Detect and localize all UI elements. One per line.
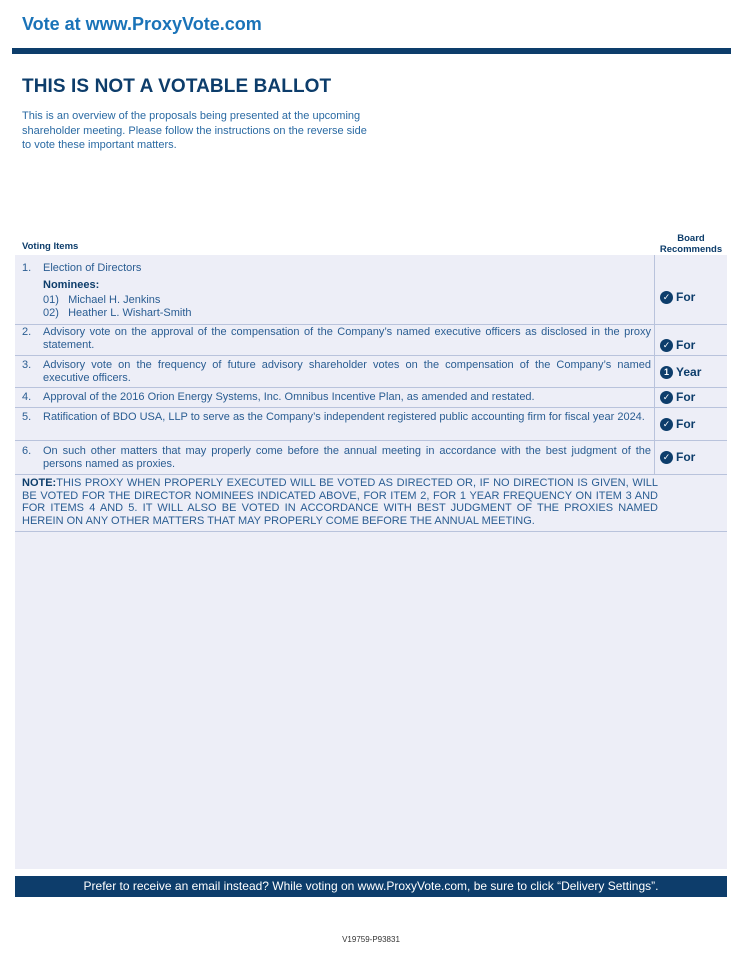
voting-item-row <box>15 441 727 475</box>
item-number: 5. <box>22 411 32 423</box>
note-label: NOTE: <box>22 477 57 489</box>
check-icon: ✓ <box>660 291 673 304</box>
document-code: V19759-P93831 <box>342 935 400 944</box>
recommendation-cell <box>654 441 727 474</box>
board-header-line1: Board <box>677 233 705 244</box>
voting-item-row <box>15 356 727 388</box>
proxy-note <box>15 475 727 532</box>
nominees-label: Nominees: <box>43 278 100 291</box>
proxyvote-link[interactable]: Vote at www.ProxyVote.com <box>22 14 262 34</box>
board-recommends-header <box>653 233 729 255</box>
item-text: Advisory vote on the frequency of future advisory shareholder votes on the compensation of the Company’s named executive officers. <box>43 359 651 384</box>
board-header-line2: Recommends <box>659 244 723 255</box>
check-icon: ✓ <box>660 451 673 464</box>
check-icon: ✓ <box>660 339 673 352</box>
voting-item-row <box>15 325 727 356</box>
recommendation-cell <box>654 408 727 440</box>
item-text: Ratification of BDO USA, LLP to serve as the Company’s independent registered public accounting firm for fiscal year 2024. <box>43 411 645 423</box>
recommendation-label: Year <box>676 365 702 379</box>
check-icon: ✓ <box>660 418 673 431</box>
nominee-item: 01) Michael H. Jenkins <box>43 294 161 306</box>
voting-item-row <box>15 255 727 325</box>
intro-text: This is an overview of the proposals being presented at the upcoming shareholder meeting. Please follow the instructions on the reverse side to vote these important matters. <box>22 110 367 151</box>
recommendation-cell <box>654 356 727 387</box>
item-number: 4. <box>22 391 32 403</box>
voting-item-row <box>15 408 727 441</box>
nominee-item: 02) Heather L. Wishart-Smith <box>43 306 192 319</box>
recommendation-cell <box>654 388 727 407</box>
header-divider <box>12 48 731 54</box>
one-icon: 1 <box>660 366 673 379</box>
note-text <box>22 477 658 527</box>
item-number: 3. <box>22 359 32 371</box>
recommendation-label: For <box>676 450 696 464</box>
recommendation-label: For <box>676 290 696 304</box>
recommendation-label: For <box>676 390 696 404</box>
voting-item-row <box>15 388 727 408</box>
recommendation-cell <box>654 325 727 355</box>
item-text <box>43 262 651 319</box>
page-title: THIS IS NOT A VOTABLE BALLOT <box>22 76 332 97</box>
voting-items-header: Voting Items <box>22 241 79 252</box>
recommendation-label: For <box>676 417 696 431</box>
check-icon: ✓ <box>660 391 673 404</box>
delivery-settings-banner: Prefer to receive an email instead? While voting on www.ProxyVote.com, be sure to click “Delivery Settings”. <box>15 876 727 897</box>
note-body: THIS PROXY WHEN PROPERLY EXECUTED WILL BE VOTED AS DIRECTED OR, IF NO DIRECTION IS GIVEN, WILL BE VOTED FOR THE DIRECTOR NOMINEES INDICATED ABOVE, FOR ITEM 2, FOR 1 YEAR FREQUENCY ON ITEM 3 AND FOR ITEMS 4 AND 5. IT WILL ALSO BE VOTED IN ACCORDANCE WITH BEST JUDGMENT OF THE PROXIES NAMED HEREIN ON ANY OTHER MATTERS THAT MAY PROPERLY COME BEFORE THE ANNUAL MEETING. <box>22 477 658 527</box>
recommendation-label: For <box>676 338 696 352</box>
item-title: Election of Directors <box>43 262 142 274</box>
item-text: Advisory vote on the approval of the compensation of the Company’s named executive officers as disclosed in the proxy statement. <box>43 326 651 351</box>
item-text: On such other matters that may properly come before the annual meeting in accordance with the best judgment of the persons named as proxies. <box>43 445 651 470</box>
item-text: Approval of the 2016 Orion Energy Systems, Inc. Omnibus Incentive Plan, as amended and restated. <box>43 391 535 403</box>
item-number: 6. <box>22 445 32 457</box>
item-number: 2. <box>22 326 32 338</box>
recommendation-cell <box>654 255 727 324</box>
item-number: 1. <box>22 262 32 274</box>
